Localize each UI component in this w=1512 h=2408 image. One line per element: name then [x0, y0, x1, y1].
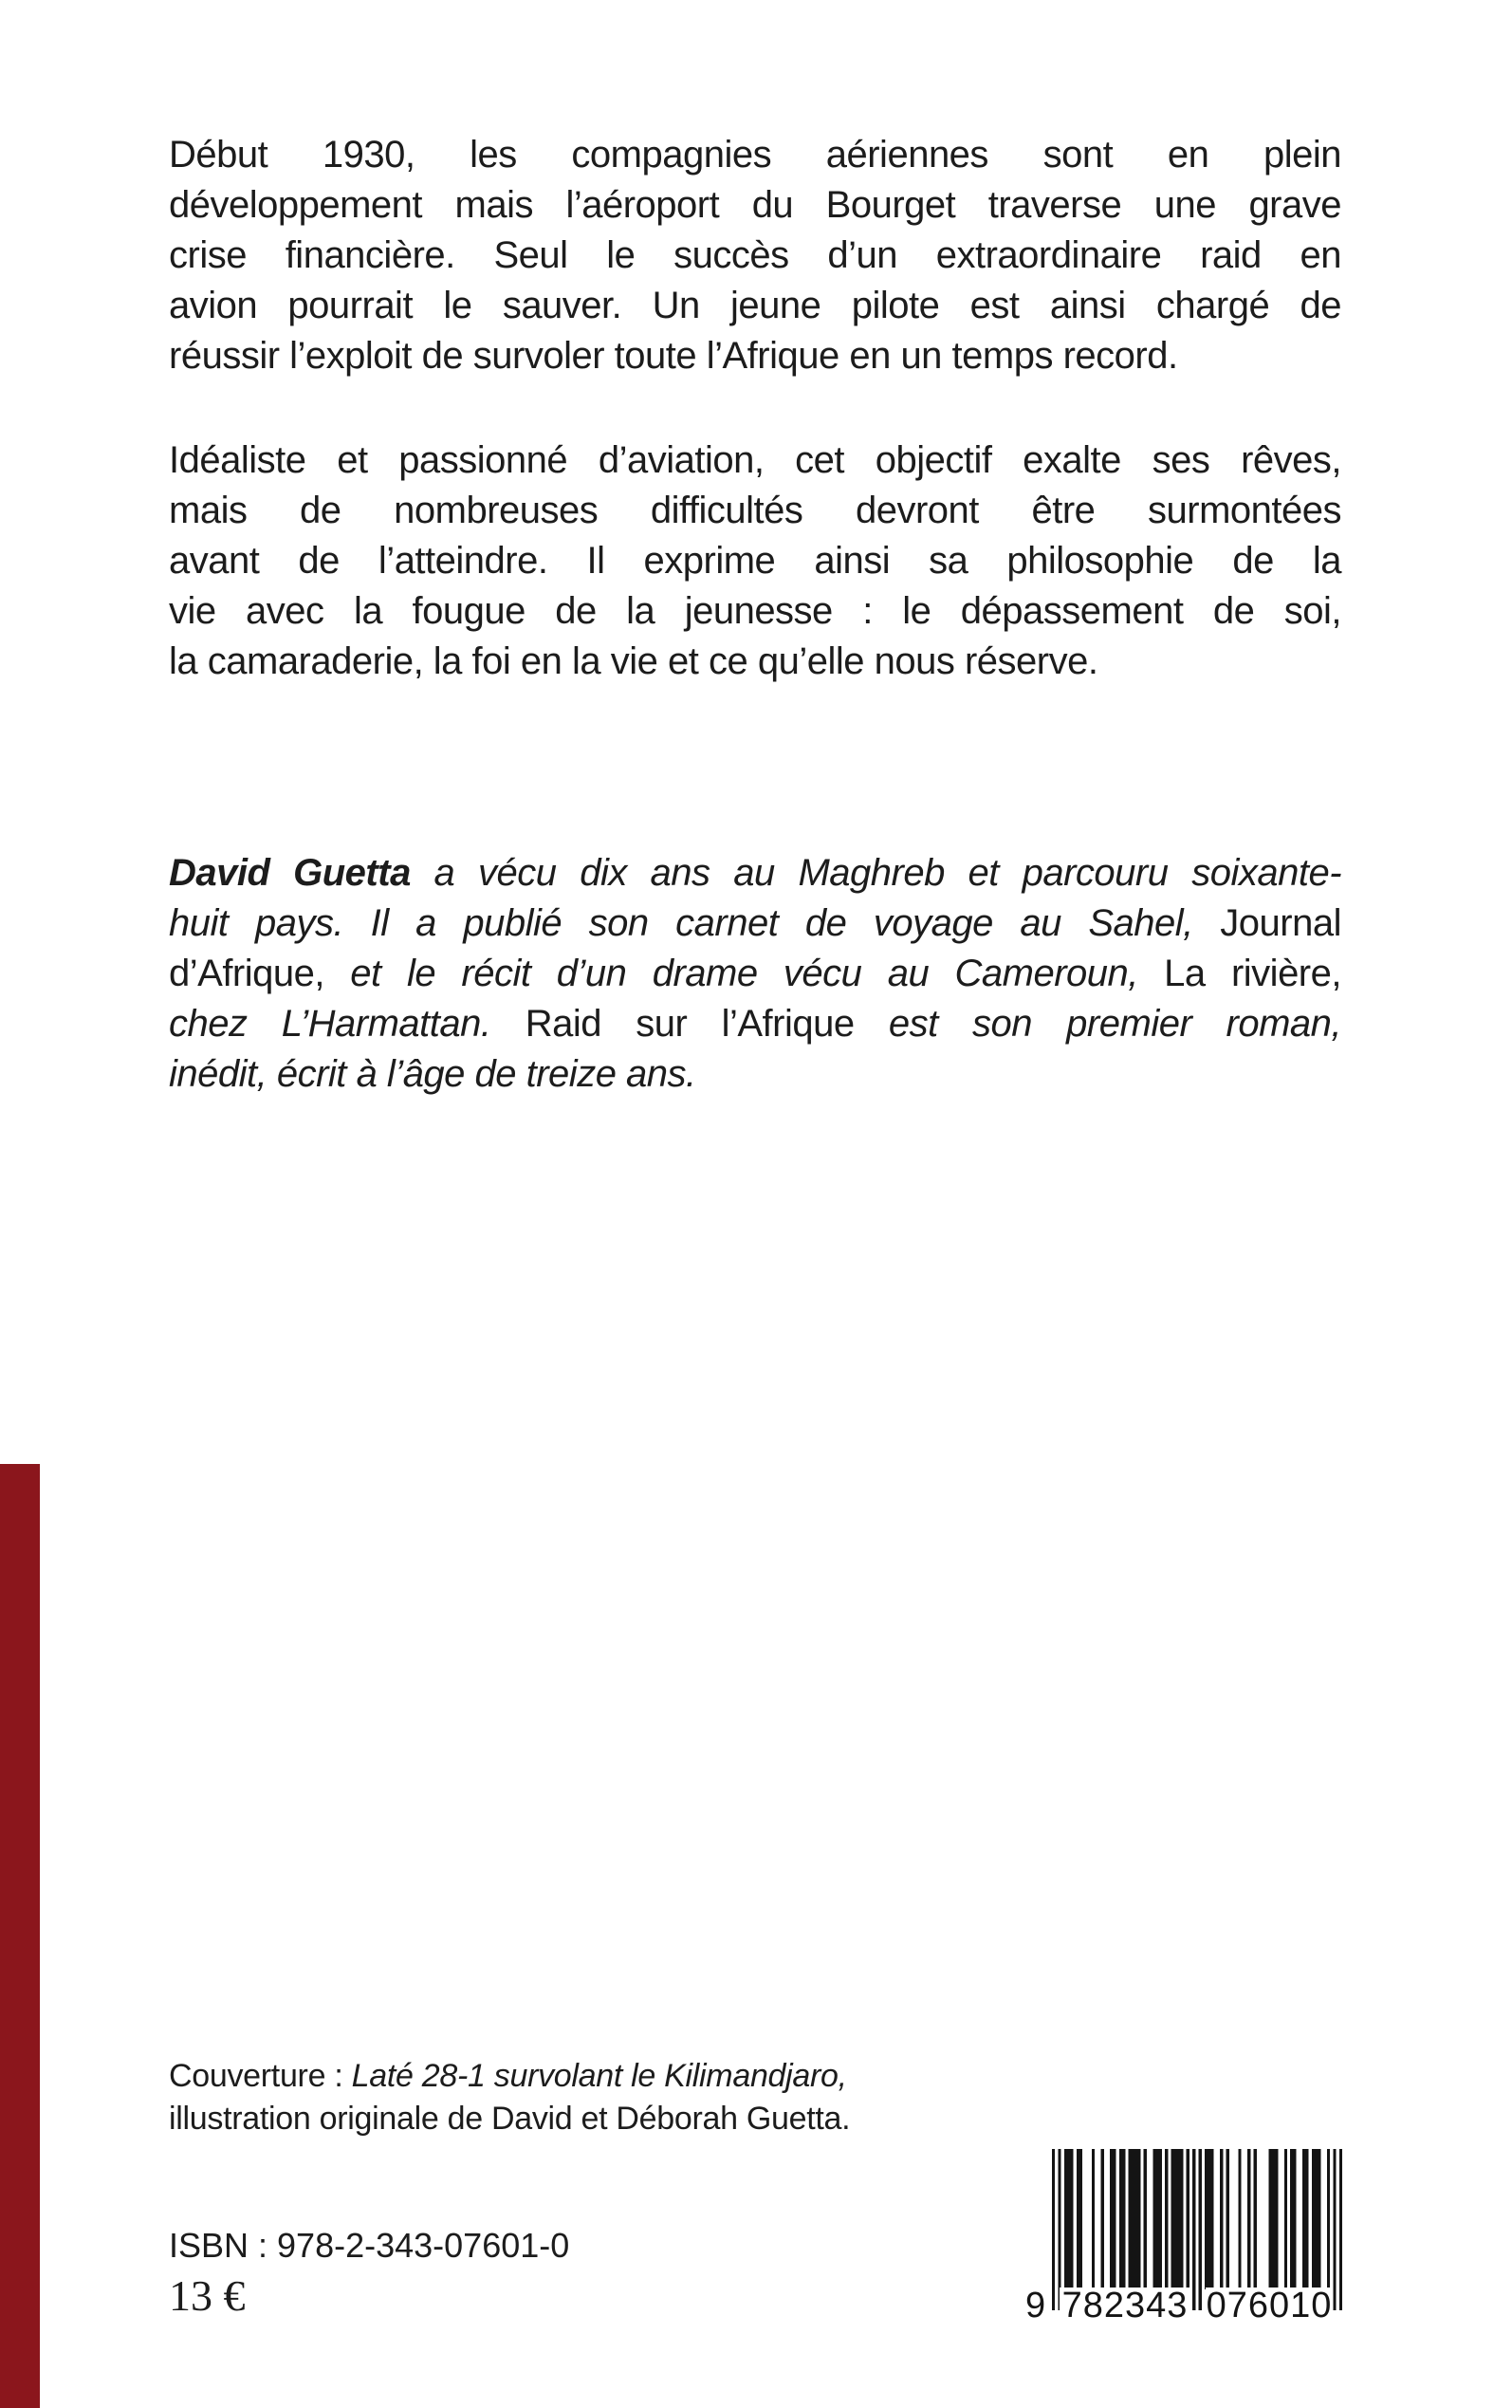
bio-text: inédit, écrit à l’âge de treize ans.: [169, 1053, 696, 1095]
red-spine-stripe: [0, 1464, 40, 2408]
book-title: d’Afrique,: [169, 953, 351, 994]
cover-illustration-title: Laté 28-1 survolant le Kilimandjaro,: [351, 2058, 847, 2094]
barcode-digits-right: 076010: [1206, 2286, 1333, 2325]
isbn-line: ISBN : 978-2-343-07601-0: [169, 2226, 570, 2265]
bio-text: est son premier roman,: [888, 1003, 1341, 1045]
synopsis-paragraph-2: [169, 435, 1341, 687]
synopsis-line: avion pourrait le sauver. Un jeune pilote est ainsi chargé de: [169, 285, 1341, 326]
bio-text: huit pays. Il a publié son carnet de voyage au Sahel,: [169, 902, 1193, 944]
book-title: Journal: [1192, 902, 1341, 944]
author-bio: [169, 848, 1341, 1100]
bio-line: [169, 848, 1341, 898]
barcode: [1027, 2149, 1350, 2329]
bio-text: a vécu dix ans au Maghreb et parcouru soixante-: [410, 852, 1342, 894]
bio-text: chez L’Harmattan.: [169, 1003, 526, 1045]
bio-line: [169, 898, 1341, 949]
bio-line: [169, 949, 1341, 999]
book-title: Raid sur l’Afrique: [525, 1003, 889, 1045]
synopsis-line: vie avec la fougue de la jeunesse : le dépassement de soi,: [169, 590, 1341, 632]
author-name: David Guetta: [169, 852, 411, 894]
synopsis-line: Idéaliste et passionné d’aviation, cet objectif exalte ses rêves,: [169, 439, 1341, 481]
barcode-digits-left: 782343: [1060, 2288, 1190, 2324]
cover-credit-line2: illustration originale de David et Déborah Guetta.: [169, 2101, 851, 2137]
synopsis-line: crise financière. Seul le succès d’un extraordinaire raid en: [169, 234, 1341, 276]
synopsis-line: réussir l’exploit de survoler toute l’Afrique en un temps record.: [169, 335, 1178, 377]
synopsis-line: avant de l’atteindre. Il exprime ainsi sa philosophie de la: [169, 540, 1341, 582]
cover-credit-label: Couverture :: [169, 2058, 352, 2094]
cover-credit-line1: [169, 2055, 1341, 2098]
synopsis-line: développement mais l’aéroport du Bourget traverse une grave: [169, 184, 1341, 226]
cover-credit: [169, 2055, 1341, 2140]
bio-line: [169, 999, 1341, 1049]
synopsis-paragraph-1: [169, 130, 1341, 381]
bio-line: [169, 1049, 1341, 1100]
synopsis-line: mais de nombreuses difficultés devront être surmontées: [169, 490, 1341, 531]
synopsis-line: Début 1930, les compagnies aériennes sont en plein: [169, 134, 1341, 176]
book-title: La rivière,: [1164, 953, 1341, 994]
synopsis-line: la camaraderie, la foi en la vie et ce qu’elle nous réserve.: [169, 640, 1098, 682]
bio-text: et le récit d’un drame vécu au Cameroun,: [350, 953, 1165, 994]
price: 13 €: [169, 2271, 246, 2320]
barcode-digit-leading: 9: [1025, 2286, 1047, 2325]
